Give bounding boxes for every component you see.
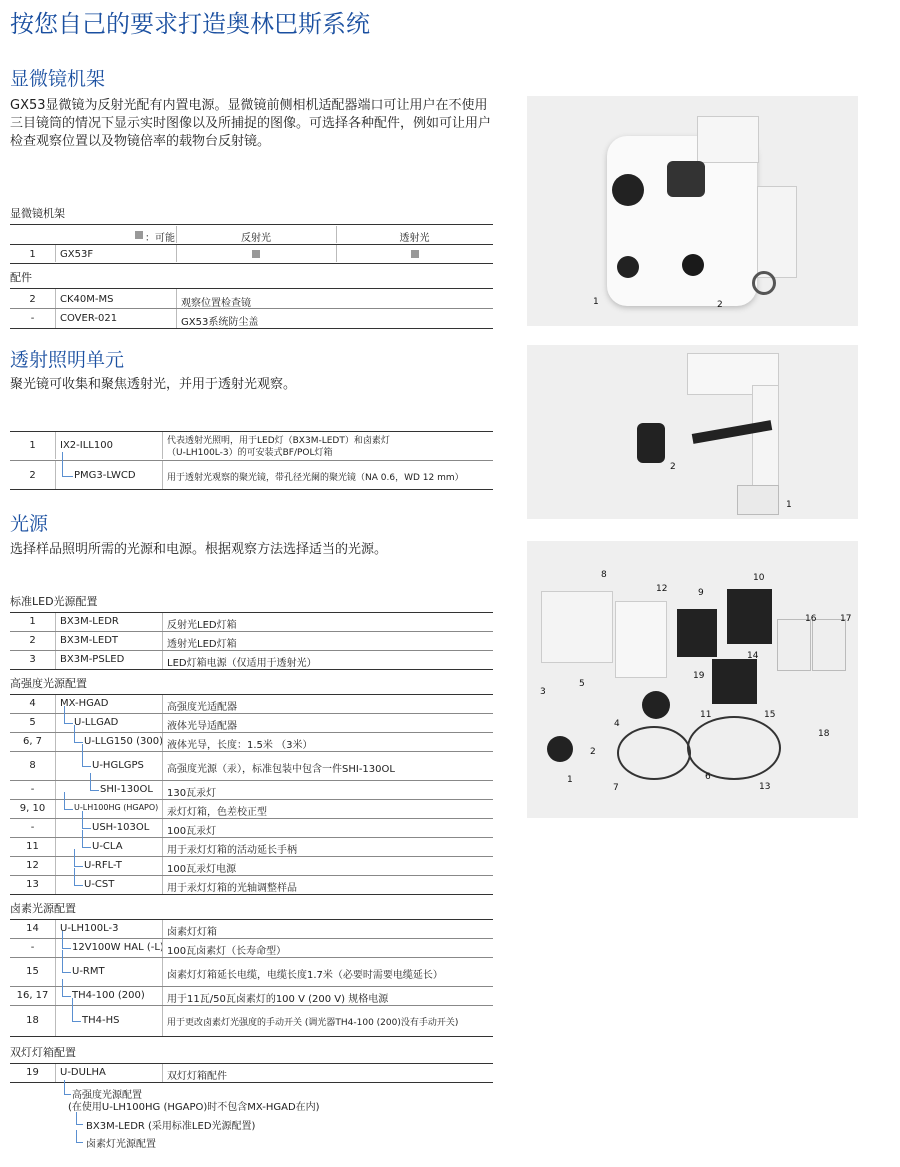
row-desc: 代表透射光照明，用于LED灯（BX3M-LEDT）和卤素灯 <box>167 436 390 446</box>
col-divider <box>55 838 56 856</box>
row-code: BX3M-PSLED <box>60 654 125 665</box>
col-divider <box>162 838 163 856</box>
col-divider <box>162 939 163 957</box>
row-desc: 130瓦汞灯 <box>167 788 217 799</box>
col-divider <box>55 714 56 732</box>
row-desc: LED灯箱电源（仅适用于透射光） <box>167 658 317 669</box>
col-divider <box>55 819 56 837</box>
check-square-trans <box>411 250 419 258</box>
row-desc: 卤素灯灯箱 <box>167 927 217 938</box>
row-code: SHI-130OL <box>100 784 153 795</box>
col-divider <box>162 613 163 631</box>
table-rule <box>10 612 493 613</box>
col-divider <box>162 987 163 1005</box>
tree-connector <box>74 849 83 867</box>
section-desc-light: 选择样品照明所需的光源和电源。根据观察方法选择适当的光源。 <box>10 542 388 557</box>
row-num: 8 <box>29 760 36 771</box>
col-divider <box>162 752 163 780</box>
col-divider <box>55 939 56 957</box>
row-num: 1 <box>29 616 36 627</box>
tree-connector <box>64 706 73 724</box>
photo-label: 12 <box>656 584 668 594</box>
col-divider <box>55 432 56 459</box>
table-rule <box>10 669 493 670</box>
table-title-frame: 显微镜机架 <box>10 207 65 220</box>
row-code: PMG3-LWCD <box>74 470 136 481</box>
row-num: 19 <box>26 1067 39 1078</box>
row-code: IX2-ILL100 <box>60 440 113 451</box>
col-divider <box>55 461 56 489</box>
table-rule <box>10 650 493 651</box>
photo-label: 15 <box>764 710 776 720</box>
row-desc: 100瓦汞灯电源 <box>167 864 237 875</box>
col-divider <box>55 857 56 875</box>
row-desc: 汞灯灯箱，色差校正型 <box>167 807 267 818</box>
row-code: U-LLGAD <box>74 717 119 728</box>
row-desc: 透射光LED灯箱 <box>167 639 237 650</box>
row-code: U-RMT <box>72 966 105 977</box>
tree-connector <box>62 452 73 477</box>
table-rule <box>10 1005 493 1006</box>
col-divider <box>55 781 56 799</box>
row-num: 13 <box>26 879 39 890</box>
row-desc: 双灯灯箱配件 <box>167 1071 227 1082</box>
legend-label: ：可能 <box>145 233 175 244</box>
row-desc: 用于更改卤素灯光强度的手动开关 (调光器TH4-100 (200)没有手动开关) <box>167 1018 459 1028</box>
section-heading-trans: 透射照明单元 <box>10 349 125 371</box>
table-rule <box>10 489 493 490</box>
table-rule <box>10 957 493 958</box>
table-rule <box>10 938 493 939</box>
photo-label: 2 <box>590 747 596 757</box>
photo-label: 5 <box>579 679 585 689</box>
photo-label: 1 <box>567 775 573 785</box>
col-divider <box>55 876 56 894</box>
tree-connector <box>76 1130 83 1143</box>
table-rule <box>10 288 493 289</box>
col-divider <box>55 289 56 308</box>
photo-trans-illum <box>527 345 858 519</box>
row-num: 11 <box>26 841 39 852</box>
table-rule <box>10 244 493 245</box>
row-code: U-DULHA <box>60 1067 106 1078</box>
tree-connector <box>82 830 91 848</box>
table-rule <box>10 224 493 225</box>
row-num: 15 <box>26 966 39 977</box>
row-desc: 反射光LED灯箱 <box>167 620 237 631</box>
col-divider <box>162 733 163 751</box>
section-heading-frame: 显微镜机架 <box>10 68 106 90</box>
tree-connector <box>64 1080 71 1095</box>
table-rule <box>10 431 493 432</box>
row-code: TH4-100 (200) <box>72 990 145 1001</box>
row-code: U-LLG150 (300) <box>84 736 163 747</box>
row-num: 18 <box>26 1015 39 1026</box>
col-divider <box>55 987 56 1005</box>
table-rule <box>10 919 493 920</box>
tree-connector <box>72 998 81 1022</box>
table-rule <box>10 713 493 714</box>
photo-label: 17 <box>840 614 852 624</box>
section-heading-light: 光源 <box>10 513 49 535</box>
photo-label: 19 <box>693 671 705 681</box>
table-rule <box>10 328 493 329</box>
col-divider <box>55 613 56 631</box>
row-num: - <box>30 822 35 833</box>
col-divider <box>176 245 177 262</box>
table-rule <box>10 1036 493 1037</box>
col-header-reflect: 反射光 <box>241 233 271 244</box>
tree-connector <box>76 1112 83 1125</box>
row-desc: 用于透射光观察的聚光镜，带孔径光阑的聚光镜（NA 0.6，WD 12 mm） <box>167 473 464 483</box>
row-num: 12 <box>26 860 39 871</box>
row-num: 5 <box>29 717 36 728</box>
tree-connector <box>62 950 71 973</box>
col-divider <box>336 245 337 262</box>
col-divider <box>55 800 56 818</box>
tree-connector <box>82 811 91 829</box>
row-num: 2 <box>29 635 36 646</box>
section-desc-frame: GX53显微镜为反射光配有内置电源。显微镜前侧相机适配器端口可让用户在不使用三目镜筒的情况下显示实时图像以及所捕捉的图像。可选择各种配件，例如可让用户检查观察位置以及物镜倍率的载物台反射镜。 <box>10 98 492 149</box>
row-code: USH-103OL <box>92 822 150 833</box>
row-desc: 用于汞灯灯箱的光轴调整样品 <box>167 883 297 894</box>
table-rule <box>10 799 493 800</box>
col-divider <box>162 632 163 650</box>
photo-label: 8 <box>601 570 607 580</box>
row-desc: 观察位置检查镜 <box>181 298 251 309</box>
group-title-led: 标准LED光源配置 <box>10 595 98 608</box>
tree-connector <box>64 792 73 810</box>
col-divider <box>162 1006 163 1036</box>
col-divider <box>162 920 163 938</box>
table-rule <box>10 631 493 632</box>
row-code: U-LH100L-3 <box>60 923 119 934</box>
col-divider <box>162 461 163 489</box>
col-divider <box>162 1064 163 1082</box>
col-divider <box>55 920 56 938</box>
row-num: - <box>30 784 35 795</box>
row-desc: 高强度光源（汞），标准包装中包含一件SHI-130OL <box>167 764 395 775</box>
photo-label: 2 <box>670 462 676 472</box>
row-desc: 用于11瓦/50瓦卤素灯的100 V (200 V) 规格电源 <box>167 994 389 1005</box>
col-divider <box>162 714 163 732</box>
table-rule <box>10 694 493 695</box>
photo-label: 9 <box>698 588 704 598</box>
col-divider <box>162 651 163 669</box>
col-divider <box>55 695 56 713</box>
check-square-reflect <box>252 250 260 258</box>
tree-connector <box>62 979 71 997</box>
col-divider <box>55 733 56 751</box>
dual-sub-label: 卤素灯光源配置 <box>86 1139 156 1150</box>
group-title-dual: 双灯灯箱配置 <box>10 1046 76 1059</box>
photo-label: 13 <box>759 782 771 792</box>
col-divider <box>55 245 56 262</box>
row-num: 1 <box>29 249 36 260</box>
table-rule <box>10 263 493 264</box>
photo-label: 18 <box>818 729 830 739</box>
row-code: TH4-HS <box>82 1015 120 1026</box>
group-title-acc: 配件 <box>10 271 32 284</box>
row-desc: 高强度光适配器 <box>167 702 237 713</box>
col-divider <box>162 781 163 799</box>
col-divider <box>162 432 163 459</box>
col-divider <box>162 958 163 986</box>
col-header-trans: 透射光 <box>399 233 430 244</box>
photo-label: 6 <box>705 772 711 782</box>
photo-label: 11 <box>700 710 712 720</box>
tree-connector <box>90 773 99 791</box>
dual-sub-label: 高强度光源配置 <box>72 1090 142 1101</box>
dual-sub-note: (在使用U-LH100HG (HGAPO)时不包含MX-HGAD在内) <box>68 1102 320 1113</box>
col-divider <box>162 876 163 894</box>
col-divider <box>162 819 163 837</box>
row-desc: GX53系统防尘盖 <box>181 317 259 328</box>
photo-label: 2 <box>717 300 723 310</box>
tree-connector <box>74 868 83 886</box>
col-divider <box>55 309 56 328</box>
col-divider <box>55 632 56 650</box>
row-code: U-LH100HG (HGAPO) <box>74 803 159 812</box>
table-rule <box>10 780 493 781</box>
col-divider <box>162 857 163 875</box>
photo-label: 4 <box>614 719 620 729</box>
col-divider <box>162 800 163 818</box>
row-num: 2 <box>29 470 36 481</box>
table-rule <box>10 1063 493 1064</box>
row-code: U-CLA <box>92 841 123 852</box>
row-num: 14 <box>26 923 39 934</box>
row-num: 9, 10 <box>19 803 46 814</box>
row-num: 1 <box>29 440 36 451</box>
row-desc: （U-LH100L-3）的可安装式BF/POL灯箱 <box>167 448 333 458</box>
row-code: COVER-021 <box>60 313 118 324</box>
group-title-halogen: 卤素光源配置 <box>10 902 76 915</box>
col-divider <box>176 309 177 328</box>
tree-connector <box>62 931 71 949</box>
col-divider <box>55 1006 56 1036</box>
photo-label: 1 <box>593 297 599 307</box>
row-num: 4 <box>29 698 36 709</box>
col-divider <box>55 651 56 669</box>
row-code: 12V100W HAL (-L) <box>72 942 164 953</box>
photo-label: 1 <box>786 500 792 510</box>
legend-square <box>135 231 143 239</box>
photo-label: 14 <box>747 651 759 661</box>
photo-label: 10 <box>753 573 765 583</box>
row-code: U-RFL-T <box>84 860 122 871</box>
tree-connector <box>74 725 83 743</box>
row-desc: 液体光导，长度：1.5米 （3米） <box>167 740 313 751</box>
col-divider <box>55 752 56 780</box>
row-desc: 100瓦卤素灯（长寿命型） <box>167 946 287 957</box>
photo-label: 3 <box>540 687 546 697</box>
dual-sub-label: BX3M-LEDR (采用标准LED光源配置) <box>86 1121 256 1132</box>
photo-label: 16 <box>805 614 817 624</box>
table-rule <box>10 308 493 309</box>
photo-microscope-frame <box>527 96 858 326</box>
row-code: BX3M-LEDT <box>60 635 119 646</box>
section-desc-trans: 聚光镜可收集和聚焦透射光，并用于透射光观察。 <box>10 377 297 392</box>
table-rule <box>10 1082 493 1083</box>
row-code: U-CST <box>84 879 115 890</box>
row-desc: 液体光导适配器 <box>167 721 237 732</box>
col-divider <box>55 958 56 986</box>
photo-label: 7 <box>613 783 619 793</box>
col-divider <box>162 695 163 713</box>
row-code: U-HGLGPS <box>92 760 144 771</box>
row-code: MX-HGAD <box>60 698 109 709</box>
row-num: - <box>30 313 35 324</box>
row-desc: 100瓦汞灯 <box>167 826 217 837</box>
page-title: 按您自己的要求打造奥林巴斯系统 <box>10 10 370 38</box>
row-num: 6, 7 <box>22 736 43 747</box>
row-code: GX53F <box>60 249 94 260</box>
group-title-hg: 高强度光源配置 <box>10 677 87 690</box>
row-num: 3 <box>29 654 36 665</box>
table-rule <box>10 986 493 987</box>
table-rule <box>10 460 493 461</box>
row-num: - <box>30 942 35 953</box>
row-desc: 用于汞灯灯箱的活动延长手柄 <box>167 845 297 856</box>
tree-connector <box>82 744 91 767</box>
row-num: 2 <box>29 294 36 305</box>
table-rule <box>10 894 493 895</box>
row-num: 16, 17 <box>16 990 49 1001</box>
row-desc: 卤素灯灯箱延长电缆，电缆长度1.7米（必要时需要电缆延长） <box>167 970 443 981</box>
col-divider <box>176 289 177 308</box>
photo-light-sources <box>527 541 858 818</box>
row-code: BX3M-LEDR <box>60 616 119 627</box>
col-divider <box>55 1064 56 1082</box>
row-code: CK40M-MS <box>60 294 114 305</box>
